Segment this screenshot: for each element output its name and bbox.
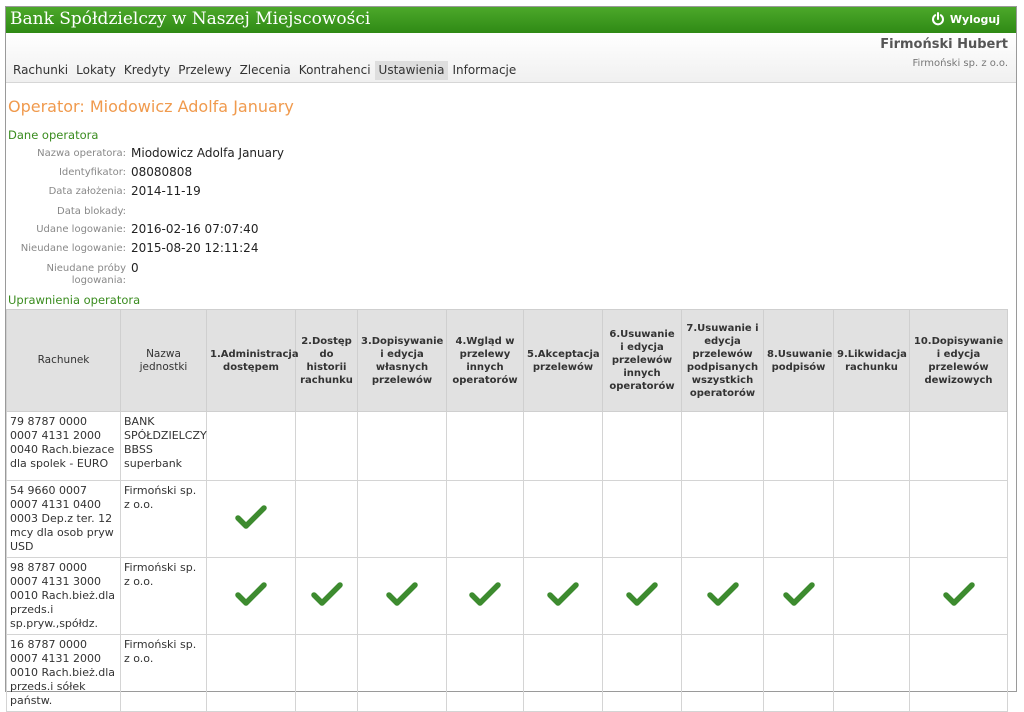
nav-kontrahenci[interactable]: Kontrahenci	[298, 63, 371, 77]
checkmark-icon	[944, 582, 974, 610]
permission-cell	[524, 558, 603, 635]
permission-cell	[682, 558, 764, 635]
column-header: 5.Akceptacja przelewów	[524, 310, 603, 412]
permission-cell	[524, 481, 603, 558]
permission-cell	[764, 635, 834, 712]
permission-cell	[682, 635, 764, 712]
user-company: Firmoński sp. z o.o.	[912, 58, 1008, 69]
permissions-table-head	[7, 310, 1008, 412]
field-label: Data założenia:	[48, 186, 126, 197]
nav-area	[6, 33, 1016, 83]
account-cell: 54 9660 0007 0007 4131 0400 0003 Dep.z ter. 12 mcy dla osob pryw USD	[7, 481, 121, 558]
user-name: Firmoński Hubert	[880, 37, 1008, 52]
column-header: 7.Usuwanie i edycja przelewów podpisanych wszystkich operatorów	[682, 310, 764, 412]
permission-cell	[296, 635, 358, 712]
permission-cell	[834, 481, 910, 558]
logout-button[interactable]	[931, 12, 1000, 26]
account-cell: 98 8787 0000 0007 4131 3000 0010 Rach.bież.dla przeds.i sp.pryw.,spółdz.	[7, 558, 121, 635]
permissions-section-title: Uprawnienia operatora	[8, 293, 141, 307]
table-row	[7, 635, 1008, 712]
permission-cell	[358, 412, 447, 481]
column-header: 1.Administracja dostępem	[207, 310, 296, 412]
account-cell: 79 8787 0000 0007 4131 2000 0040 Rach.biezace dla spolek - EURO	[7, 412, 121, 481]
checkmark-icon	[784, 582, 814, 610]
power-icon	[931, 12, 945, 26]
column-header: Nazwa jednostki	[121, 310, 207, 412]
permission-cell	[296, 412, 358, 481]
permission-cell	[447, 481, 524, 558]
checkmark-icon	[312, 582, 342, 610]
permission-cell	[524, 635, 603, 712]
checkmark-icon	[627, 582, 657, 610]
unit-cell: Firmoński sp. z o.o.	[121, 635, 207, 712]
top-bar	[6, 7, 1016, 33]
table-row	[7, 481, 1008, 558]
page-title: Operator: Miodowicz Adolfa January	[8, 97, 294, 116]
checkmark-icon	[236, 582, 266, 610]
field-value: 08080808	[131, 165, 193, 179]
unit-cell: Firmoński sp. z o.o.	[121, 558, 207, 635]
column-header: 9.Likwidacja rachunku	[834, 310, 910, 412]
column-header: Rachunek	[7, 310, 121, 412]
logout-label: Wyloguj	[949, 12, 1000, 26]
nav-ustawienia[interactable]: Ustawienia	[375, 61, 449, 80]
unit-cell: Firmoński sp. z o.o.	[121, 481, 207, 558]
nav-przelewy[interactable]: Przelewy	[178, 63, 232, 77]
permissions-table	[6, 309, 1008, 712]
permission-cell	[207, 412, 296, 481]
field-label: Identyfikator:	[58, 167, 126, 178]
field-value: 2015-08-20 12:11:24	[131, 241, 259, 255]
field-failed-login	[6, 241, 406, 259]
permission-cell	[447, 635, 524, 712]
field-value: 2016-02-16 07:07:40	[131, 222, 259, 236]
checkmark-icon	[470, 582, 500, 610]
permission-cell	[910, 481, 1008, 558]
field-label: Nieudane logowanie:	[20, 243, 126, 254]
field-value: 0	[131, 261, 139, 275]
column-header: 4.Wgląd w przelewy innych operatorów	[447, 310, 524, 412]
field-creation-date	[6, 184, 406, 202]
permission-cell	[764, 481, 834, 558]
permission-cell	[296, 558, 358, 635]
permission-cell	[834, 558, 910, 635]
permission-cell	[834, 635, 910, 712]
nav-rachunki[interactable]: Rachunki	[13, 63, 69, 77]
field-label: Udane logowanie:	[36, 224, 126, 235]
permission-cell	[447, 412, 524, 481]
permission-cell	[682, 412, 764, 481]
field-failed-attempts	[6, 261, 406, 291]
permission-cell	[910, 412, 1008, 481]
nav-zlecenia[interactable]: Zlecenia	[239, 63, 291, 77]
nav-lokaty[interactable]: Lokaty	[76, 63, 116, 77]
column-header: 2.Dostęp do historii rachunku	[296, 310, 358, 412]
permission-cell	[910, 635, 1008, 712]
checkmark-icon	[236, 505, 266, 533]
checkmark-icon	[548, 582, 578, 610]
permission-cell	[296, 481, 358, 558]
field-operator-name	[6, 146, 406, 164]
permission-cell	[910, 558, 1008, 635]
table-row	[7, 558, 1008, 635]
field-successful-login	[6, 222, 406, 240]
permission-cell	[603, 558, 682, 635]
permission-cell	[834, 412, 910, 481]
operator-section-title: Dane operatora	[8, 128, 99, 142]
permission-cell	[603, 481, 682, 558]
unit-cell: BANK SPÓŁDZIELCZY BBSS superbank	[121, 412, 207, 481]
column-header: 6.Usuwanie i edycja przelewów innych operatorów	[603, 310, 682, 412]
permission-cell	[682, 481, 764, 558]
column-header: 8.Usuwanie podpisów	[764, 310, 834, 412]
permission-cell	[524, 412, 603, 481]
header-row	[7, 310, 1008, 412]
field-label: Nazwa operatora:	[37, 148, 126, 159]
table-row	[7, 412, 1008, 481]
nav-informacje[interactable]: Informacje	[452, 63, 517, 77]
field-value: 2014-11-19	[131, 184, 201, 198]
field-label: Nieudane próby logowania:	[46, 263, 126, 286]
permission-cell	[358, 481, 447, 558]
permission-cell	[358, 558, 447, 635]
nav-kredyty[interactable]: Kredyty	[123, 63, 171, 77]
permission-cell	[207, 558, 296, 635]
main-nav	[9, 61, 520, 80]
permission-cell	[764, 558, 834, 635]
permission-cell	[207, 635, 296, 712]
permissions-table-body	[7, 412, 1008, 712]
field-value: Miodowicz Adolfa January	[131, 146, 285, 160]
column-header: 3.Dopisywanie i edycja własnych przelewów	[358, 310, 447, 412]
permission-cell	[207, 481, 296, 558]
browser-window	[5, 6, 1017, 707]
permission-cell	[447, 558, 524, 635]
permission-cell	[764, 412, 834, 481]
checkmark-icon	[387, 582, 417, 610]
permission-cell	[603, 635, 682, 712]
column-header: 10.Dopisywanie i edycja przelewów dewizowych	[910, 310, 1008, 412]
account-cell: 16 8787 0000 0007 4131 2000 0010 Rach.bież.dla przeds.i sółek państw.	[7, 635, 121, 712]
field-label: Data blokady:	[57, 206, 126, 217]
bank-title: Bank Spółdzielczy w Naszej Miejscowości	[10, 9, 371, 29]
permission-cell	[358, 635, 447, 712]
field-block-date	[6, 204, 406, 222]
checkmark-icon	[708, 582, 738, 610]
permission-cell	[603, 412, 682, 481]
field-identifier	[6, 165, 406, 183]
